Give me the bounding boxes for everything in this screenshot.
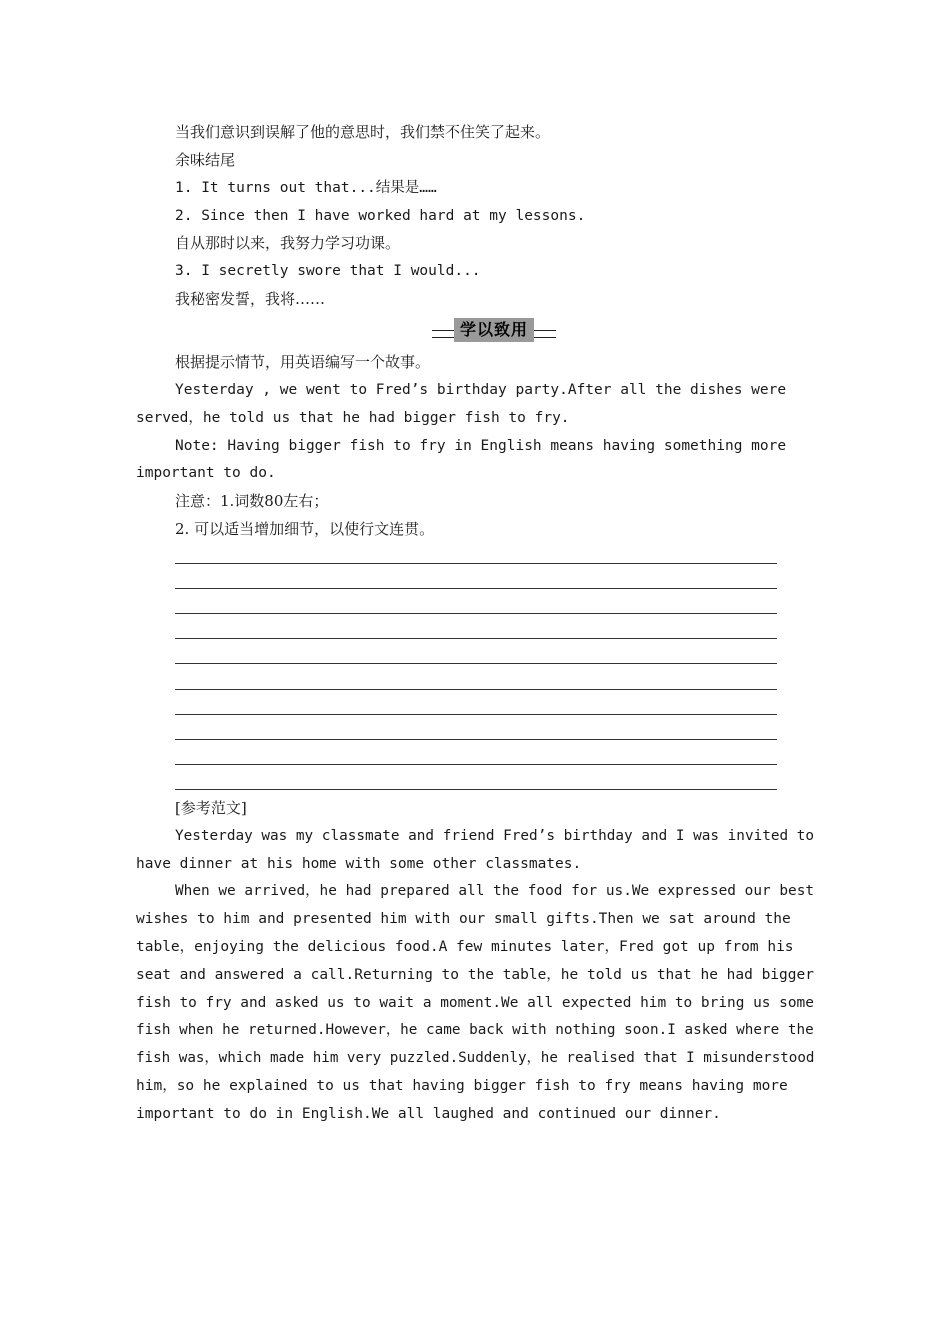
writing-line — [175, 663, 777, 664]
task-note-line-1: Note: Having bigger fish to fry in English means having something more — [175, 438, 787, 454]
intro-line-1: 当我们意识到误解了他的意思时，我们禁不住笑了起来。 — [175, 123, 551, 141]
section-banner-label: 学以致用 — [454, 318, 534, 342]
writing-line — [175, 563, 777, 564]
intro-line-3: 1. It turns out that...结果是…… — [175, 180, 437, 196]
sample-p1-line-2: have dinner at his home with some other classmates. — [136, 856, 582, 872]
writing-line — [175, 764, 777, 765]
task-requirement-1: 注意：1.词数80左右； — [175, 492, 329, 510]
intro-line-4: 2. Since then I have worked hard at my lessons. — [175, 208, 586, 224]
sample-p2-line-6: fish when he returned.However，he came back with nothing soon.I asked where the — [136, 1022, 814, 1038]
writing-line — [175, 789, 777, 790]
writing-line — [175, 613, 777, 614]
sample-p2-line-9: important to do in English.We all laughed and continued our dinner. — [136, 1106, 721, 1122]
sample-p2-line-3: table，enjoying the delicious food.A few minutes later，Fred got up from his — [136, 939, 794, 955]
writing-line — [175, 588, 777, 589]
sample-p2-line-7: fish was，which made him very puzzled.Suddenly，he realised that I misunderstood — [136, 1050, 815, 1066]
sample-p2-line-5: fish to fry and asked us to wait a moment.We all expected him to bring us some — [136, 995, 814, 1011]
task-instruction: 根据提示情节，用英语编写一个故事。 — [175, 353, 431, 371]
intro-line-2: 余味结尾 — [175, 151, 236, 169]
intro-line-5: 自从那时以来，我努力学习功课。 — [175, 234, 401, 252]
writing-line — [175, 689, 777, 690]
task-requirement-2: 2. 可以适当增加细节，以使行文连贯。 — [175, 520, 435, 538]
writing-line — [175, 638, 777, 639]
writing-line — [175, 714, 777, 715]
intro-line-6: 3. I secretly swore that I would... — [175, 263, 481, 279]
sample-p2-line-2: wishes to him and presented him with our small gifts.Then we sat around the — [136, 911, 791, 927]
intro-line-7: 我秘密发誓，我将…… — [175, 290, 326, 308]
task-prompt-line-1: Yesterday , we went to Fred’s birthday party.After all the dishes were — [175, 382, 787, 398]
sample-p2-line-4: seat and answered a call.Returning to the table，he told us that he had bigger — [136, 967, 814, 983]
sample-p2-line-8: him，so he explained to us that having bigger fish to fry means having more — [136, 1078, 788, 1094]
writing-line — [175, 739, 777, 740]
section-banner — [432, 318, 556, 344]
sample-p2-line-1: When we arrived，he had prepared all the food for us.We expressed our best — [175, 883, 815, 899]
task-note-line-2: important to do. — [136, 465, 276, 481]
sample-heading: [参考范文] — [175, 799, 247, 817]
task-prompt-line-2: served，he told us that he had bigger fish to fry. — [136, 410, 570, 426]
sample-p1-line-1: Yesterday was my classmate and friend Fred’s birthday and I was invited to — [175, 828, 815, 844]
